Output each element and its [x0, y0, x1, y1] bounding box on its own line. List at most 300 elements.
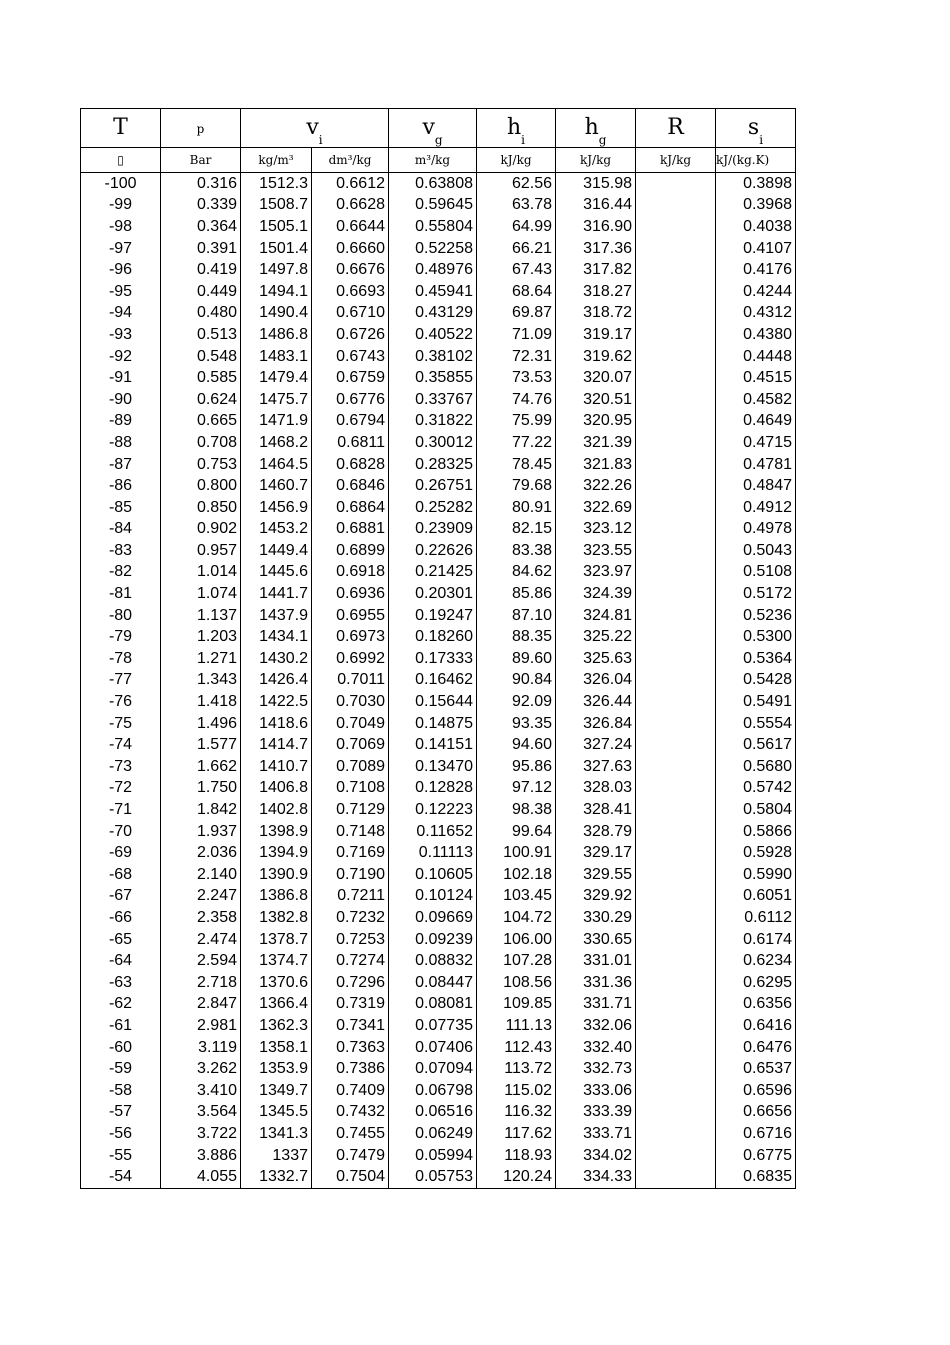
cell-vg: 0.14151 — [389, 734, 477, 756]
cell-hg: 321.39 — [556, 432, 636, 454]
cell-vg: 0.52258 — [389, 238, 477, 260]
unit-si: kJ/(kg.K) — [716, 148, 796, 173]
cell-pressure: 2.247 — [161, 886, 241, 908]
cell-vi-density: 1337 — [241, 1145, 312, 1167]
cell-r — [636, 1037, 716, 1059]
cell-r — [636, 907, 716, 929]
cell-si: 0.5990 — [716, 864, 796, 886]
cell-pressure: 0.902 — [161, 519, 241, 541]
table-row — [81, 1080, 796, 1102]
cell-hi: 87.10 — [477, 605, 556, 627]
cell-pressure: 0.449 — [161, 281, 241, 303]
table-row — [81, 1015, 796, 1037]
cell-vg: 0.55804 — [389, 216, 477, 238]
cell-pressure: 1.496 — [161, 713, 241, 735]
cell-hg: 326.04 — [556, 670, 636, 692]
cell-hg: 333.06 — [556, 1080, 636, 1102]
cell-vi-volume: 0.6776 — [312, 389, 389, 411]
header-R: R — [636, 109, 716, 148]
cell-vi-density: 1426.4 — [241, 670, 312, 692]
header-T: T — [81, 109, 161, 148]
cell-vi-density: 1505.1 — [241, 216, 312, 238]
unit-vg: m³/kg — [389, 148, 477, 173]
cell-vg: 0.06516 — [389, 1102, 477, 1124]
cell-hi: 102.18 — [477, 864, 556, 886]
cell-r — [636, 950, 716, 972]
cell-pressure: 1.074 — [161, 583, 241, 605]
cell-r — [636, 756, 716, 778]
cell-pressure: 0.957 — [161, 540, 241, 562]
cell-si: 0.6656 — [716, 1102, 796, 1124]
cell-si: 0.5617 — [716, 734, 796, 756]
cell-temp: -94 — [81, 303, 161, 325]
unit-T: ▯ — [81, 148, 161, 173]
cell-si: 0.5928 — [716, 842, 796, 864]
header-si: $s_i$ — [716, 109, 796, 148]
cell-si: 0.5236 — [716, 605, 796, 627]
cell-r — [636, 1080, 716, 1102]
cell-temp: -93 — [81, 324, 161, 346]
cell-pressure: 0.850 — [161, 497, 241, 519]
cell-vg: 0.08447 — [389, 972, 477, 994]
cell-hi: 66.21 — [477, 238, 556, 260]
cell-temp: -78 — [81, 648, 161, 670]
unit-hg: kJ/kg — [556, 148, 636, 173]
cell-temp: -63 — [81, 972, 161, 994]
table-row — [81, 907, 796, 929]
cell-r — [636, 432, 716, 454]
header-hi: $h_i$ — [477, 109, 556, 148]
cell-vi-volume: 0.6955 — [312, 605, 389, 627]
cell-vi-density: 1418.6 — [241, 713, 312, 735]
cell-temp: -68 — [81, 864, 161, 886]
cell-r — [636, 583, 716, 605]
cell-vg: 0.30012 — [389, 432, 477, 454]
cell-si: 0.3898 — [716, 173, 796, 195]
cell-si: 0.5428 — [716, 670, 796, 692]
cell-hi: 74.76 — [477, 389, 556, 411]
cell-temp: -92 — [81, 346, 161, 368]
cell-temp: -62 — [81, 994, 161, 1016]
cell-hg: 334.33 — [556, 1166, 636, 1188]
header-symbol-row — [81, 109, 796, 148]
cell-vi-volume: 0.6644 — [312, 216, 389, 238]
cell-pressure: 0.665 — [161, 411, 241, 433]
cell-hg: 329.55 — [556, 864, 636, 886]
cell-hi: 72.31 — [477, 346, 556, 368]
cell-vg: 0.63808 — [389, 173, 477, 195]
cell-hi: 80.91 — [477, 497, 556, 519]
cell-hg: 331.36 — [556, 972, 636, 994]
cell-hg: 333.39 — [556, 1102, 636, 1124]
cell-hi: 103.45 — [477, 886, 556, 908]
cell-vi-volume: 0.6726 — [312, 324, 389, 346]
cell-vg: 0.40522 — [389, 324, 477, 346]
cell-vi-density: 1382.8 — [241, 907, 312, 929]
cell-si: 0.4038 — [716, 216, 796, 238]
table-row — [81, 1166, 796, 1188]
cell-si: 0.4107 — [716, 238, 796, 260]
cell-hi: 111.13 — [477, 1015, 556, 1037]
cell-vi-volume: 0.6693 — [312, 281, 389, 303]
cell-hg: 328.79 — [556, 821, 636, 843]
cell-si: 0.5043 — [716, 540, 796, 562]
cell-r — [636, 778, 716, 800]
cell-temp: -81 — [81, 583, 161, 605]
cell-hi: 78.45 — [477, 454, 556, 476]
cell-vg: 0.20301 — [389, 583, 477, 605]
cell-vg: 0.08832 — [389, 950, 477, 972]
cell-hi: 67.43 — [477, 259, 556, 281]
cell-vi-density: 1479.4 — [241, 367, 312, 389]
cell-hg: 328.41 — [556, 799, 636, 821]
table-row — [81, 648, 796, 670]
cell-vg: 0.18260 — [389, 626, 477, 648]
header-vi: $v_i$ — [241, 109, 389, 148]
cell-r — [636, 886, 716, 908]
cell-pressure: 3.119 — [161, 1037, 241, 1059]
cell-si: 0.6112 — [716, 907, 796, 929]
cell-hi: 79.68 — [477, 475, 556, 497]
cell-pressure: 1.343 — [161, 670, 241, 692]
table-row — [81, 1037, 796, 1059]
cell-temp: -84 — [81, 519, 161, 541]
cell-vg: 0.19247 — [389, 605, 477, 627]
cell-vi-density: 1437.9 — [241, 605, 312, 627]
cell-vg: 0.10124 — [389, 886, 477, 908]
cell-pressure: 2.981 — [161, 1015, 241, 1037]
cell-vi-density: 1441.7 — [241, 583, 312, 605]
cell-pressure: 3.564 — [161, 1102, 241, 1124]
cell-vg: 0.09669 — [389, 907, 477, 929]
cell-si: 0.3968 — [716, 195, 796, 217]
cell-temp: -69 — [81, 842, 161, 864]
cell-temp: -83 — [81, 540, 161, 562]
cell-r — [636, 259, 716, 281]
table-row — [81, 842, 796, 864]
cell-r — [636, 1058, 716, 1080]
cell-si: 0.5680 — [716, 756, 796, 778]
cell-vi-volume: 0.7296 — [312, 972, 389, 994]
cell-vg: 0.07406 — [389, 1037, 477, 1059]
table-row — [81, 821, 796, 843]
table-row — [81, 195, 796, 217]
cell-hi: 107.28 — [477, 950, 556, 972]
cell-vg: 0.14875 — [389, 713, 477, 735]
cell-pressure: 0.339 — [161, 195, 241, 217]
cell-r — [636, 475, 716, 497]
cell-si: 0.4380 — [716, 324, 796, 346]
cell-temp: -74 — [81, 734, 161, 756]
cell-vi-volume: 0.6660 — [312, 238, 389, 260]
cell-si: 0.5300 — [716, 626, 796, 648]
cell-vi-volume: 0.6881 — [312, 519, 389, 541]
cell-vg: 0.06249 — [389, 1123, 477, 1145]
cell-hg: 331.01 — [556, 950, 636, 972]
cell-hi: 99.64 — [477, 821, 556, 843]
cell-vi-density: 1414.7 — [241, 734, 312, 756]
cell-hi: 85.86 — [477, 583, 556, 605]
header-vg: $v_g$ — [389, 109, 477, 148]
cell-vi-volume: 0.6846 — [312, 475, 389, 497]
cell-r — [636, 864, 716, 886]
cell-hi: 82.15 — [477, 519, 556, 541]
cell-r — [636, 540, 716, 562]
cell-pressure: 0.548 — [161, 346, 241, 368]
cell-vi-density: 1494.1 — [241, 281, 312, 303]
cell-vg: 0.43129 — [389, 303, 477, 325]
table-row — [81, 994, 796, 1016]
cell-hg: 323.97 — [556, 562, 636, 584]
cell-vi-density: 1332.7 — [241, 1166, 312, 1188]
cell-vi-density: 1445.6 — [241, 562, 312, 584]
cell-r — [636, 519, 716, 541]
cell-hg: 323.55 — [556, 540, 636, 562]
cell-r — [636, 929, 716, 951]
cell-hg: 324.81 — [556, 605, 636, 627]
cell-vi-density: 1345.5 — [241, 1102, 312, 1124]
cell-vg: 0.38102 — [389, 346, 477, 368]
cell-temp: -66 — [81, 907, 161, 929]
cell-temp: -90 — [81, 389, 161, 411]
cell-vi-volume: 0.7190 — [312, 864, 389, 886]
cell-hg: 334.02 — [556, 1145, 636, 1167]
cell-temp: -64 — [81, 950, 161, 972]
cell-vi-density: 1483.1 — [241, 346, 312, 368]
table-row — [81, 972, 796, 994]
cell-hi: 90.84 — [477, 670, 556, 692]
cell-si: 0.6775 — [716, 1145, 796, 1167]
cell-si: 0.6356 — [716, 994, 796, 1016]
cell-temp: -88 — [81, 432, 161, 454]
table-row — [81, 303, 796, 325]
cell-hi: 62.56 — [477, 173, 556, 195]
table-row — [81, 519, 796, 541]
table-row — [81, 259, 796, 281]
cell-hi: 118.93 — [477, 1145, 556, 1167]
cell-r — [636, 324, 716, 346]
cell-si: 0.5866 — [716, 821, 796, 843]
cell-r — [636, 799, 716, 821]
cell-si: 0.6835 — [716, 1166, 796, 1188]
cell-vi-density: 1468.2 — [241, 432, 312, 454]
cell-hi: 88.35 — [477, 626, 556, 648]
table-row — [81, 1058, 796, 1080]
cell-hg: 326.84 — [556, 713, 636, 735]
cell-hg: 317.82 — [556, 259, 636, 281]
table-row — [81, 475, 796, 497]
cell-hi: 69.87 — [477, 303, 556, 325]
cell-vg: 0.05753 — [389, 1166, 477, 1188]
cell-si: 0.4781 — [716, 454, 796, 476]
cell-pressure: 2.036 — [161, 842, 241, 864]
cell-si: 0.4649 — [716, 411, 796, 433]
cell-hg: 319.62 — [556, 346, 636, 368]
cell-vg: 0.07094 — [389, 1058, 477, 1080]
cell-vi-volume: 0.7030 — [312, 691, 389, 713]
cell-vi-volume: 0.6864 — [312, 497, 389, 519]
cell-temp: -89 — [81, 411, 161, 433]
saturation-property-table — [80, 108, 796, 1189]
cell-vi-density: 1486.8 — [241, 324, 312, 346]
cell-si: 0.6476 — [716, 1037, 796, 1059]
cell-pressure: 2.594 — [161, 950, 241, 972]
cell-si: 0.5491 — [716, 691, 796, 713]
cell-hg: 322.26 — [556, 475, 636, 497]
table-row — [81, 173, 796, 195]
cell-vi-volume: 0.7108 — [312, 778, 389, 800]
cell-r — [636, 303, 716, 325]
table-row — [81, 454, 796, 476]
cell-hi: 98.38 — [477, 799, 556, 821]
cell-pressure: 3.886 — [161, 1145, 241, 1167]
cell-pressure: 0.585 — [161, 367, 241, 389]
cell-temp: -70 — [81, 821, 161, 843]
cell-temp: -86 — [81, 475, 161, 497]
cell-hg: 324.39 — [556, 583, 636, 605]
unit-vi-density: kg/m³ — [241, 148, 312, 173]
cell-temp: -85 — [81, 497, 161, 519]
cell-vi-density: 1358.1 — [241, 1037, 312, 1059]
cell-temp: -72 — [81, 778, 161, 800]
cell-hi: 112.43 — [477, 1037, 556, 1059]
cell-hg: 319.17 — [556, 324, 636, 346]
table-row — [81, 713, 796, 735]
table-row — [81, 562, 796, 584]
cell-pressure: 1.203 — [161, 626, 241, 648]
cell-temp: -98 — [81, 216, 161, 238]
cell-vi-volume: 0.7011 — [312, 670, 389, 692]
cell-vi-density: 1366.4 — [241, 994, 312, 1016]
cell-hi: 109.85 — [477, 994, 556, 1016]
cell-hg: 331.71 — [556, 994, 636, 1016]
cell-pressure: 0.708 — [161, 432, 241, 454]
cell-hi: 120.24 — [477, 1166, 556, 1188]
cell-hi: 77.22 — [477, 432, 556, 454]
cell-vi-density: 1460.7 — [241, 475, 312, 497]
cell-hg: 318.27 — [556, 281, 636, 303]
cell-temp: -87 — [81, 454, 161, 476]
cell-vg: 0.35855 — [389, 367, 477, 389]
cell-vi-volume: 0.6759 — [312, 367, 389, 389]
cell-temp: -82 — [81, 562, 161, 584]
cell-vi-density: 1353.9 — [241, 1058, 312, 1080]
cell-hg: 321.83 — [556, 454, 636, 476]
cell-r — [636, 389, 716, 411]
cell-temp: -67 — [81, 886, 161, 908]
cell-temp: -65 — [81, 929, 161, 951]
table-row — [81, 886, 796, 908]
cell-vg: 0.12828 — [389, 778, 477, 800]
cell-vg: 0.31822 — [389, 411, 477, 433]
cell-temp: -56 — [81, 1123, 161, 1145]
cell-vi-volume: 0.7455 — [312, 1123, 389, 1145]
cell-vg: 0.07735 — [389, 1015, 477, 1037]
cell-vg: 0.09239 — [389, 929, 477, 951]
cell-pressure: 0.480 — [161, 303, 241, 325]
cell-si: 0.6596 — [716, 1080, 796, 1102]
cell-r — [636, 605, 716, 627]
cell-hg: 333.71 — [556, 1123, 636, 1145]
cell-vg: 0.48976 — [389, 259, 477, 281]
cell-vi-density: 1374.7 — [241, 950, 312, 972]
cell-hi: 100.91 — [477, 842, 556, 864]
cell-pressure: 0.800 — [161, 475, 241, 497]
cell-vi-density: 1406.8 — [241, 778, 312, 800]
cell-pressure: 1.577 — [161, 734, 241, 756]
cell-vi-density: 1508.7 — [241, 195, 312, 217]
cell-r — [636, 216, 716, 238]
header-p: p — [161, 109, 241, 148]
cell-hg: 329.17 — [556, 842, 636, 864]
cell-si: 0.6174 — [716, 929, 796, 951]
cell-vg: 0.45941 — [389, 281, 477, 303]
cell-r — [636, 1102, 716, 1124]
cell-si: 0.5804 — [716, 799, 796, 821]
cell-hi: 64.99 — [477, 216, 556, 238]
cell-hg: 327.63 — [556, 756, 636, 778]
cell-si: 0.5742 — [716, 778, 796, 800]
cell-vg: 0.23909 — [389, 519, 477, 541]
cell-hi: 92.09 — [477, 691, 556, 713]
cell-vi-volume: 0.6992 — [312, 648, 389, 670]
cell-vi-volume: 0.7386 — [312, 1058, 389, 1080]
cell-vi-density: 1410.7 — [241, 756, 312, 778]
cell-pressure: 0.391 — [161, 238, 241, 260]
cell-r — [636, 713, 716, 735]
cell-vi-volume: 0.7211 — [312, 886, 389, 908]
table-row — [81, 756, 796, 778]
cell-vi-density: 1390.9 — [241, 864, 312, 886]
cell-hg: 325.22 — [556, 626, 636, 648]
cell-si: 0.4912 — [716, 497, 796, 519]
cell-hi: 73.53 — [477, 367, 556, 389]
cell-r — [636, 734, 716, 756]
cell-hi: 71.09 — [477, 324, 556, 346]
cell-vi-volume: 0.6936 — [312, 583, 389, 605]
table-row — [81, 324, 796, 346]
cell-temp: -57 — [81, 1102, 161, 1124]
cell-pressure: 0.513 — [161, 324, 241, 346]
cell-si: 0.4582 — [716, 389, 796, 411]
cell-hg: 326.44 — [556, 691, 636, 713]
cell-si: 0.6295 — [716, 972, 796, 994]
cell-hg: 325.63 — [556, 648, 636, 670]
cell-r — [636, 346, 716, 368]
cell-pressure: 0.316 — [161, 173, 241, 195]
cell-temp: -61 — [81, 1015, 161, 1037]
cell-pressure: 0.419 — [161, 259, 241, 281]
table-row — [81, 1123, 796, 1145]
cell-vi-volume: 0.7129 — [312, 799, 389, 821]
cell-vi-volume: 0.7069 — [312, 734, 389, 756]
cell-vi-density: 1349.7 — [241, 1080, 312, 1102]
cell-temp: -54 — [81, 1166, 161, 1188]
cell-temp: -58 — [81, 1080, 161, 1102]
cell-vi-volume: 0.6676 — [312, 259, 389, 281]
cell-vi-volume: 0.7432 — [312, 1102, 389, 1124]
cell-vi-density: 1434.1 — [241, 626, 312, 648]
cell-hi: 97.12 — [477, 778, 556, 800]
cell-vg: 0.13470 — [389, 756, 477, 778]
cell-vi-volume: 0.7479 — [312, 1145, 389, 1167]
cell-hi: 84.62 — [477, 562, 556, 584]
cell-vg: 0.06798 — [389, 1080, 477, 1102]
cell-hi: 75.99 — [477, 411, 556, 433]
cell-vi-density: 1386.8 — [241, 886, 312, 908]
cell-pressure: 4.055 — [161, 1166, 241, 1188]
cell-r — [636, 691, 716, 713]
